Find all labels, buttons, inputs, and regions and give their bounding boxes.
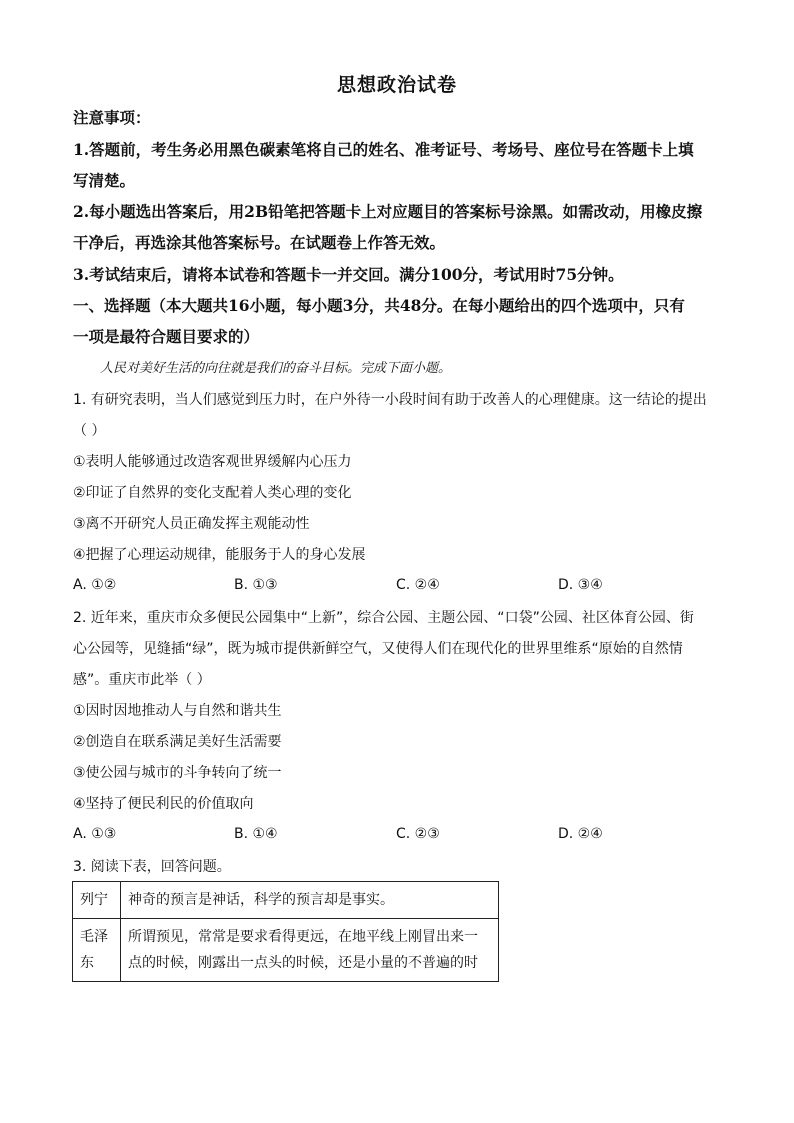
page-title: 思想政治试卷 <box>336 74 457 96</box>
question-2-option-c[interactable]: C. ②③ <box>396 826 440 842</box>
question-2-statement: ③使公园与城市的斗争转向了统一 <box>73 765 282 781</box>
question-2-option-a[interactable]: A. ①③ <box>73 826 117 842</box>
notice-line: 写清楚。 <box>73 171 136 190</box>
notice-heading: 注意事项： <box>73 108 151 127</box>
question-2-statement: ④坚持了便民利民的价值取向 <box>73 796 254 812</box>
question-2-option-d[interactable]: D. ②④ <box>558 826 603 842</box>
notice-line: 1.答题前，考生务必用黑色碳素笔将自己的姓名、准考证号、考场号、座位号在答题卡上填 <box>73 140 694 159</box>
question-1-stem: 1. 有研究表明，当人们感觉到压力时，在户外待一小段时间有助于改善人的心理健康。这一结论的提出 <box>73 392 707 408</box>
section-heading: 一、选择题（本大题共16小题，每小题3分，共48分。在每小题给出的四个选项中，只有 <box>73 296 685 315</box>
notice-line: 3.考试结束后，请将本试卷和答题卡一并交回。满分100分，考试用时75分钟。 <box>73 265 624 284</box>
question-1-statement: ④把握了心理运动规律，能服务于人的身心发展 <box>73 547 366 563</box>
question-2-statement: ②创造自在联系满足美好生活需要 <box>73 734 282 750</box>
question-1-option-b[interactable]: B. ①③ <box>234 577 278 593</box>
notice-line: 2.每小题选出答案后，用2B铅笔把答题卡上对应题目的答案标号涂黑。如需改动，用橡皮擦 <box>73 202 703 221</box>
quote-text: 神奇的预言是神话，科学的预言却是事实。 <box>121 882 499 919</box>
question-2-statement: ①因时因地推动人与自然和谐共生 <box>73 703 282 719</box>
section-heading: 一项是最符合题目要求的） <box>73 327 260 346</box>
question-1-option-d[interactable]: D. ③④ <box>558 577 603 593</box>
notice-line: 干净后，再选涂其他答案标号。在试题卷上作答无效。 <box>73 233 446 252</box>
question-1-option-c[interactable]: C. ②④ <box>396 577 440 593</box>
question-1-option-a[interactable]: A. ①② <box>73 577 117 593</box>
question-3-stem: 3. 阅读下表，回答问题。 <box>73 859 231 875</box>
question-1-stem: （ ） <box>73 423 106 439</box>
question-1-statement: ①表明人能够通过改造客观世界缓解内心压力 <box>73 454 352 470</box>
quote-text: 所谓预见，常常是要求看得更远，在地平线上刚冒出来一点的时候，刚露出一点头的时候，还是小量的不普遍的时 <box>121 919 499 982</box>
question-2-option-b[interactable]: B. ①④ <box>234 826 278 842</box>
question-2-stem: 心公园等，见缝插“绿”，既为城市提供新鲜空气，又使得人们在现代化的世界里维系“原始的自然情 <box>73 641 683 657</box>
section-intro: 人民对美好生活的向往就是我们的奋斗目标。完成下面小题。 <box>100 361 452 376</box>
question-1-statement: ②印证了自然界的变化支配着人类心理的变化 <box>73 485 352 501</box>
question-2-stem: 感”。重庆市此举（ ） <box>73 672 211 688</box>
quote-author: 毛泽东 <box>73 919 121 982</box>
question-1-statement: ③离不开研究人员正确发挥主观能动性 <box>73 516 310 532</box>
quote-table <box>72 881 499 982</box>
question-2-stem: 2. 近年来，重庆市众多便民公园集中“上新”，综合公园、主题公园、“口袋”公园、社区体育公园、街 <box>73 610 694 626</box>
table-row <box>73 882 499 919</box>
quote-author: 列宁 <box>73 882 121 919</box>
table-row <box>73 919 499 982</box>
